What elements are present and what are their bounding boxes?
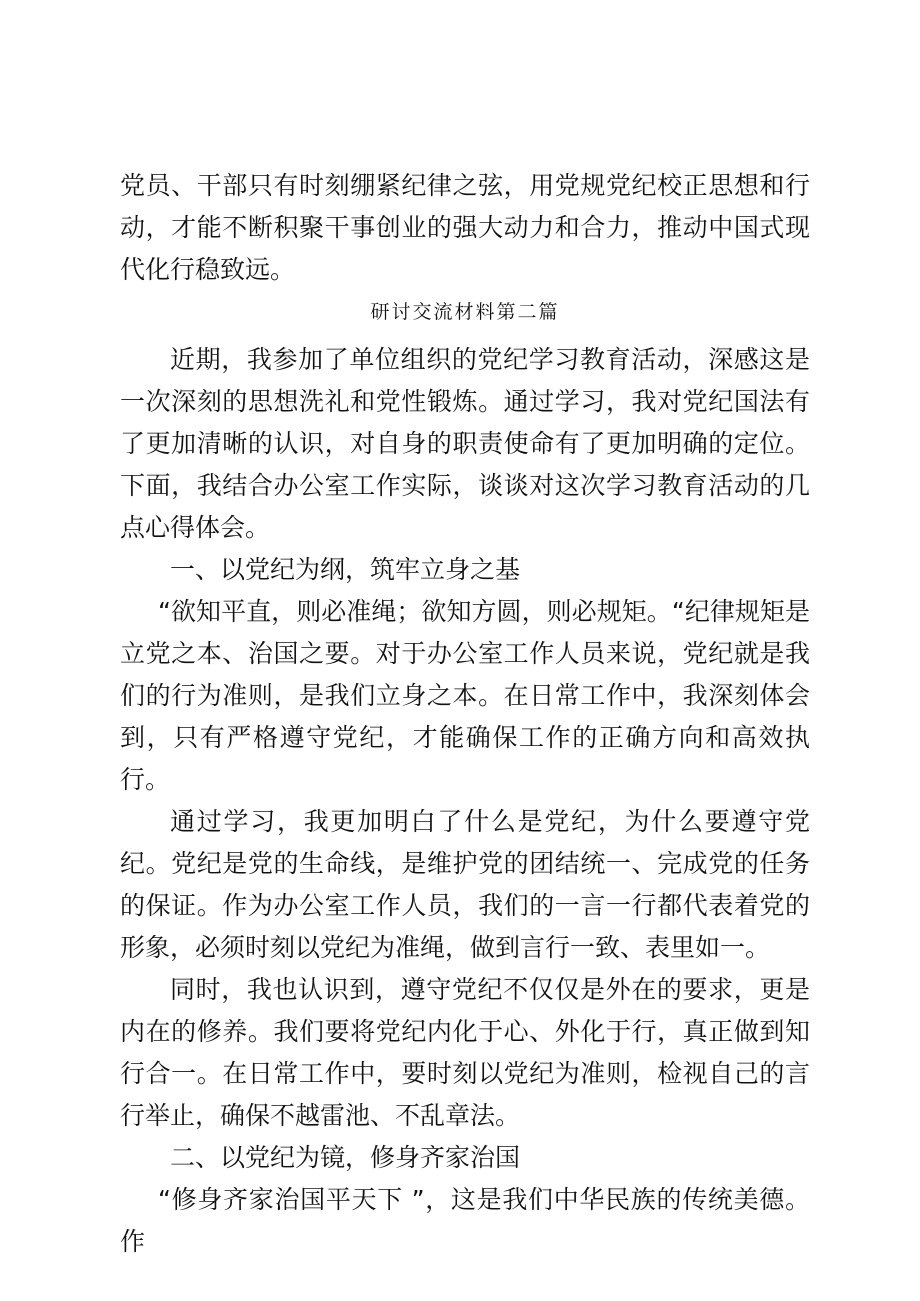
section-heading-1: 一、以党纪为纲，筑牢立身之基 <box>170 555 521 584</box>
body-paragraph: “欲知平直，则必准绳；欲知方圆，则必规矩。“纪律规矩是立党之本、治国之要。对于办公室工作人员来说，党纪就是我们的行为准则，是我们立身之本。在日常工作中，我深刻体会到，只有严格遵守党纪，才能确保工作的正确方向和高效执行。 <box>120 597 810 794</box>
section-heading-2: 二、以党纪为镜，修身齐家治国 <box>170 1143 521 1172</box>
body-paragraph: 通过学习，我更加明白了什么是党纪，为什么要遵守党纪。党纪是党的生命线，是维护党的团结统一、完成党的任务的保证。作为办公室工作人员，我们的一言一行都代表着党的形象，必须时刻以党纪为准绳，做到言行一致、表里如一。 <box>120 807 810 962</box>
section-subtitle: 研讨交流材料第二篇 <box>370 301 560 323</box>
body-paragraph: “修身齐家治国平天下 ”，这是我们中华民族的传统美德。作 <box>120 1185 810 1256</box>
intro-paragraph: 近期，我参加了单位组织的党纪学习教育活动，深感这是一次深刻的思想洗礼和党性锻炼。通过学习，我对党纪国法有了更加清晰的认识，对自身的职责使命有了更加明确的定位。下面，我结合办公室工作实际，谈谈对这次学习教育活动的几点心得体会。 <box>120 345 810 542</box>
continuation-paragraph: 党员、干部只有时刻绷紧纪律之弦，用党规党纪校正思想和行动，才能不断积聚干事创业的强大动力和合力，推动中国式现代化行稳致远。 <box>120 171 810 284</box>
body-paragraph: 同时，我也认识到，遵守党纪不仅仅是外在的要求，更是内在的修养。我们要将党纪内化于心、外化于行，真正做到知行合一。在日常工作中，要时刻以党纪为准则，检视自己的言行举止，确保不越雷池、不乱章法。 <box>120 975 810 1130</box>
document-body <box>120 165 810 1263</box>
